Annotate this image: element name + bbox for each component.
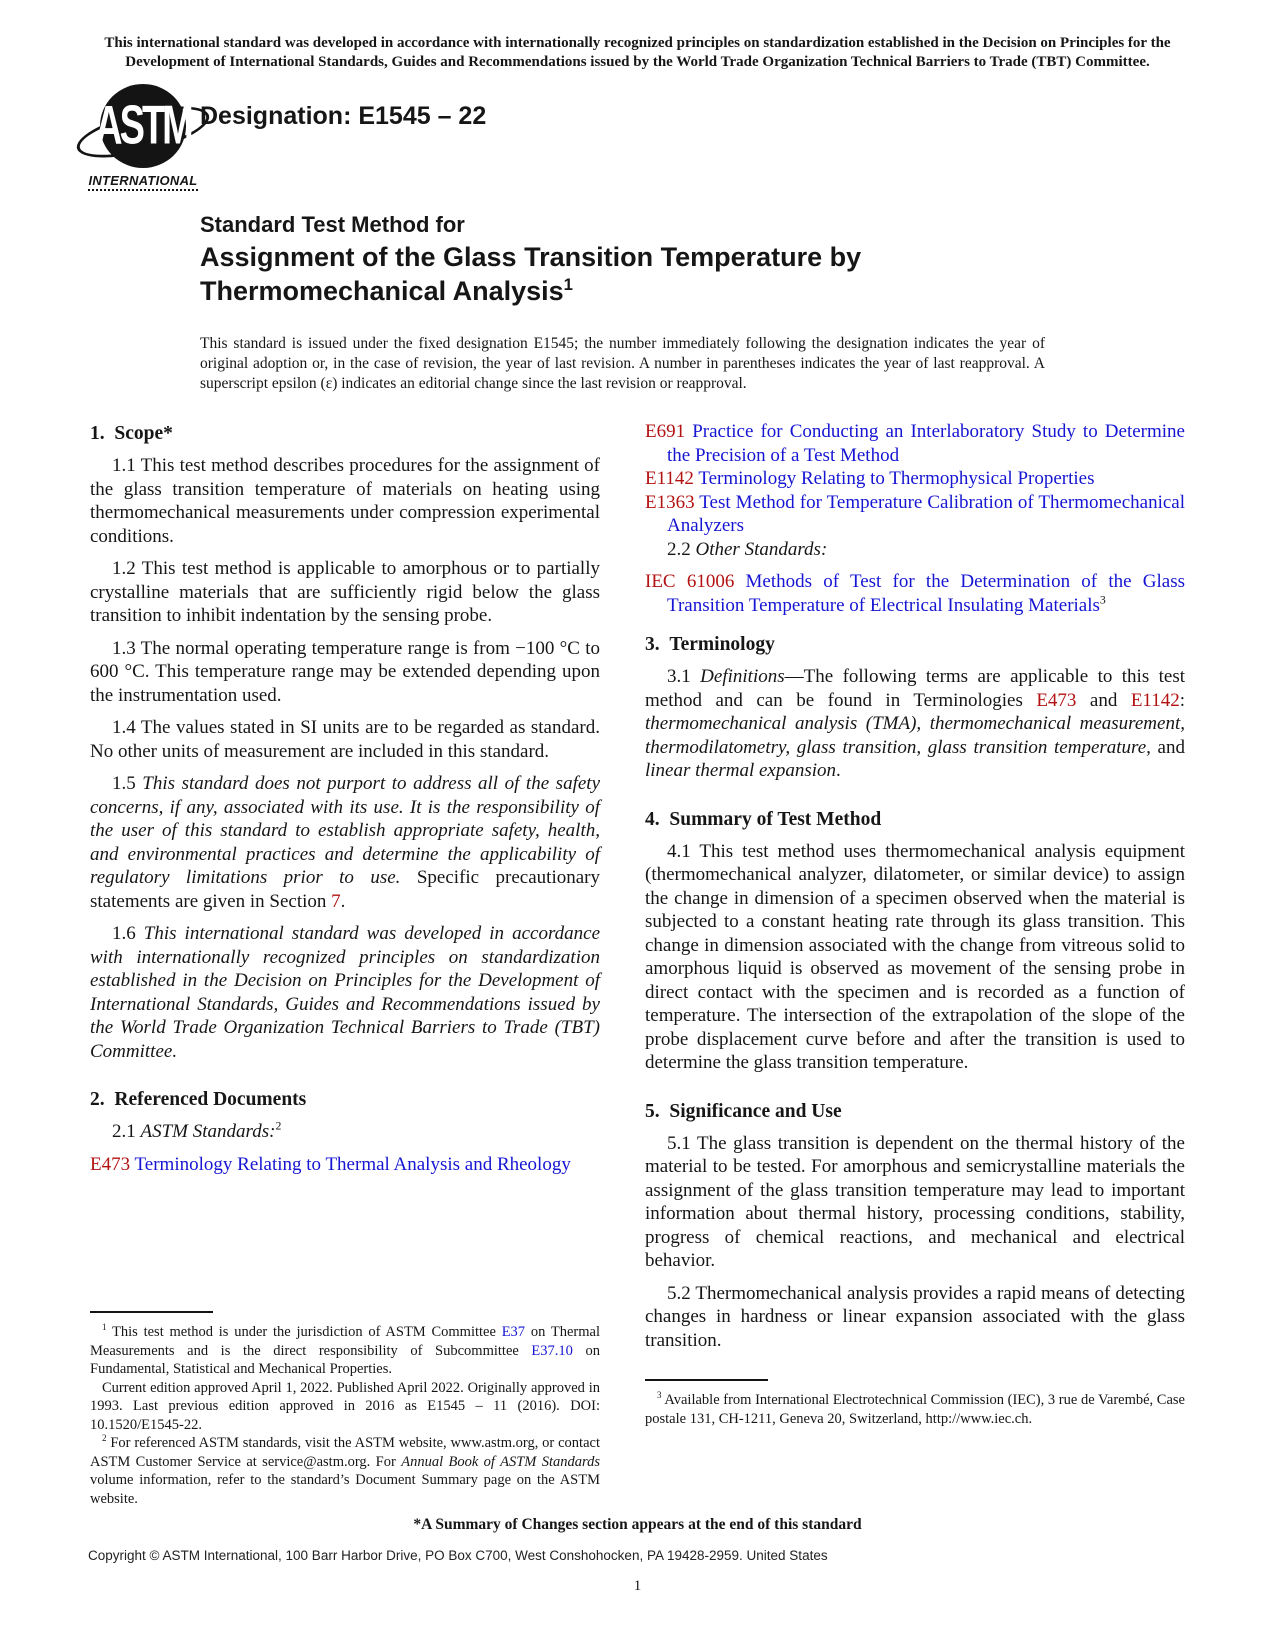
text-segment: 2.2 <box>667 538 696 560</box>
superscript-ref: 1 <box>102 1322 107 1333</box>
text-segment: This international standard was developed in accordance with internationally recognized principles on standardization established in the Decision on Principles for the Development of International Standards, Guides and Recommendations issued by the World Trade Organization Technical Barriers to Trade (TBT) Committee. <box>90 923 601 1062</box>
summary-of-changes-note: *A Summary of Changes section appears at the end of this standard <box>413 1516 862 1533</box>
link-e1363-title[interactable]: Test Method for Temperature Calibration of Thermomechanical Analyzers <box>667 491 1185 536</box>
text-segment: ASTM Standards: <box>140 1121 276 1142</box>
link-e473-title[interactable]: Terminology Relating to Thermal Analysis and Rheology <box>130 1153 571 1175</box>
link-e1142-inline[interactable]: E1142 <box>1130 689 1180 711</box>
section-5-heading: 5. Significance and Use <box>645 1100 842 1122</box>
footnote-1-continued: Current edition approved April 1, 2022. Published April 2022. Originally approved in 1993. Last previous edition approved in 2016 as E1545 – 11 (2016). DOI: 10.1520/E1545-22. <box>90 1379 600 1433</box>
text-segment: This standard does not purport to address all of the safety concerns, if any, associated with its use. It is the responsibility of the user of this standard to establish appropriate safety, health, and environmental practices and determine the applicability of regulatory limitations prior to use. <box>90 773 600 888</box>
reference-e473 <box>90 1153 600 1177</box>
astm-logo-text: ASTM <box>95 94 191 156</box>
reference-e1363 <box>645 491 1185 538</box>
text-segment: on Thermal Measurements and is the direct responsibility of Subcommittee <box>90 1324 600 1359</box>
text-segment: and <box>1076 689 1131 711</box>
title-line-2: Assignment of the Glass Transition Temperature by <box>200 242 862 272</box>
text-segment: 1.5 <box>112 773 143 794</box>
text-segment: 2.1 <box>112 1121 141 1142</box>
paragraph-1-3: 1.3 The normal operating temperature range is from −100 °C to 600 °C. This temperature range may be extended depending upon the instrumentation used. <box>90 637 600 706</box>
paragraph-1-5 <box>90 772 600 913</box>
paragraph-5-2: 5.2 Thermomechanical analysis provides a rapid means of detecting changes in hardness or linear expansion associated with the glass transition. <box>645 1282 1185 1351</box>
text-segment: on Fundamental, Statistical and Mechanical Properties. <box>90 1342 600 1377</box>
astm-globe-icon <box>95 84 191 168</box>
paragraph-1-1: 1.1 This test method describes procedures for the assignment of the glass transition temperature of materials on heating using thermomechanical measurements under compression experimental conditions. <box>90 455 600 547</box>
paragraph-1-2: 1.2 This test method is applicable to amorphous or to partially crystalline materials that are sufficiently rigid below the glass transition to inhibit indentation by the sensing probe. <box>90 558 600 626</box>
text-segment: linear thermal expansion <box>645 760 837 781</box>
paragraph-3-1 <box>645 665 1185 783</box>
superscript-ref: 2 <box>102 1433 107 1444</box>
left-column <box>90 420 600 1508</box>
text-segment: . <box>836 760 841 781</box>
link-e1142[interactable]: E1142 <box>645 468 694 489</box>
designation: Designation: E1545 – 22 <box>200 102 487 130</box>
issuance-note: This standard is issued under the fixed designation E1545; the number immediately following the designation indicates the year of original adoption or, in the case of revision, the year of last revision. A number in parentheses indicates the year of last reapproval. A superscript epsilon (ε) indicates an editorial change since the last revision or reapproval. <box>200 335 1045 392</box>
footnote-rule-left <box>90 1311 213 1313</box>
reference-e1142 <box>645 467 1185 491</box>
paragraph-1-6 <box>90 922 600 1063</box>
astm-logo-international: INTERNATIONAL <box>88 173 197 191</box>
footnote-3 <box>645 1391 1185 1428</box>
text-segment: Other Standards: <box>695 538 828 560</box>
text-segment: Available from International Electrotechnical Commission (IEC), 3 rue de Varembé, Case postale 131, CH-1211, Geneva 20, Switzerland, http://www.iec.ch. <box>645 1392 1185 1427</box>
text-segment: : <box>1179 689 1185 711</box>
text-segment: —The following terms are applicable to this test method and can be found in Terminologies <box>645 666 1186 711</box>
link-e37[interactable]: E37 <box>501 1324 526 1340</box>
section-2-heading: 2. Referenced Documents <box>90 1089 307 1110</box>
superscript-ref: 3 <box>1099 593 1106 607</box>
text-segment: For referenced ASTM standards, visit the ASTM website, www.astm.org, or contact ASTM Customer Service at service@astm.org. For <box>90 1435 600 1470</box>
title-line-3: Thermomechanical Analysis <box>200 276 564 306</box>
section-3-heading: 3. Terminology <box>645 634 775 655</box>
text-segment: 3.1 <box>667 666 701 687</box>
footnotes-right <box>645 1379 1185 1428</box>
text-segment: Definitions <box>700 666 785 687</box>
text-segment: 1.6 <box>112 923 144 944</box>
footnote-2 <box>90 1434 600 1508</box>
section-1-heading: 1. Scope* <box>90 423 173 444</box>
link-e473[interactable]: E473 <box>90 1153 131 1175</box>
footnote-1 <box>90 1323 600 1379</box>
body-columns <box>90 420 1185 1508</box>
text-segment: Annual Book of ASTM Standards <box>401 1453 600 1470</box>
right-column <box>645 420 1185 1508</box>
link-e1363[interactable]: E1363 <box>645 491 695 513</box>
link-section-7[interactable]: 7 <box>331 890 341 912</box>
copyright-line: Copyright © ASTM International, 100 Barr Harbor Drive, PO Box C700, West Conshohocken, PA 19428-2959. United States <box>88 1548 828 1563</box>
page-number: 1 <box>633 1578 642 1594</box>
link-e473-inline[interactable]: E473 <box>1036 689 1077 711</box>
footnotes-left <box>90 1311 600 1508</box>
astm-logo <box>88 84 198 191</box>
link-iec-61006[interactable]: IEC 61006 <box>645 571 735 592</box>
paragraph-4-1: 4.1 This test method uses thermomechanical analysis equipment (thermomechanical analyzer, dilatometer, or similar device) to assign the change in dimension of a specimen observed when the material is subjected to a constant heating rate through its glass transition. This change in dimension associated with the change from vitreous solid to amorphous liquid is observed as movement of the sensing probe in direct contact with the specimen and is recorded as a function of temperature. The intersection of the extrapolation of the slope of the probe displacement curve before and after the transition is used to determine the glass transition temperature. <box>645 840 1185 1073</box>
paragraph-2-2 <box>645 538 1185 562</box>
text-segment: . <box>340 890 346 912</box>
text-segment: and <box>1150 736 1185 758</box>
link-e691-title[interactable]: Practice for Conducting an Interlaboratory Study to Determine the Precision of a Test Method <box>667 421 1185 466</box>
paragraph-1-4: 1.4 The values stated in SI units are to be regarded as standard. No other units of measurement are included in this standard. <box>90 717 600 762</box>
link-e1142-title[interactable]: Terminology Relating to Thermophysical Properties <box>693 468 1095 489</box>
superscript-ref: 2 <box>275 1119 282 1133</box>
page-title <box>200 240 980 308</box>
title-kicker: Standard Test Method for <box>200 212 465 237</box>
section-4-heading: 4. Summary of Test Method <box>645 808 882 830</box>
title-footnote-ref: 1 <box>563 275 573 294</box>
wto-note: This international standard was developed in accordance with internationally recognized principles on standardization established in the Decision on Principles for the Development of International Standards, Guides and Recommendations issued by the World Trade Organization Technical Barriers to Trade (TBT) Committee. <box>104 35 1171 70</box>
title-block <box>200 210 980 308</box>
link-iec-61006-title[interactable]: Methods of Test for the Determination of the Glass Transition Temperature of Electrical Insulating Materials <box>667 571 1185 616</box>
reference-e691 <box>645 420 1185 467</box>
superscript-ref: 3 <box>657 1390 662 1401</box>
text-segment: This test method is under the jurisdiction of ASTM Committee <box>106 1324 502 1340</box>
text-segment: thermomechanical analysis (TMA), thermomechanical measurement, thermodilatometry, glass transition, glass transition temperature, <box>645 713 1185 758</box>
paragraph-5-1: 5.1 The glass transition is dependent on the thermal history of the material to be tested. For amorphous and semicrystalline materials the assignment of the glass transition temperature may lead to important information about thermal history, processing conditions, stability, progress of chemical reactions, and mechanical and electrical behavior. <box>645 1132 1185 1271</box>
text-segment: Specific precautionary statements are given in Section <box>90 867 600 912</box>
footnote-rule-right <box>645 1379 768 1381</box>
link-e37-10[interactable]: E37.10 <box>531 1342 573 1359</box>
reference-iec-61006 <box>645 570 1185 617</box>
paragraph-2-1 <box>90 1120 600 1144</box>
link-e691[interactable]: E691 <box>645 421 686 442</box>
text-segment: volume information, refer to the standard’s Document Summary page on the ASTM website. <box>90 1472 600 1507</box>
